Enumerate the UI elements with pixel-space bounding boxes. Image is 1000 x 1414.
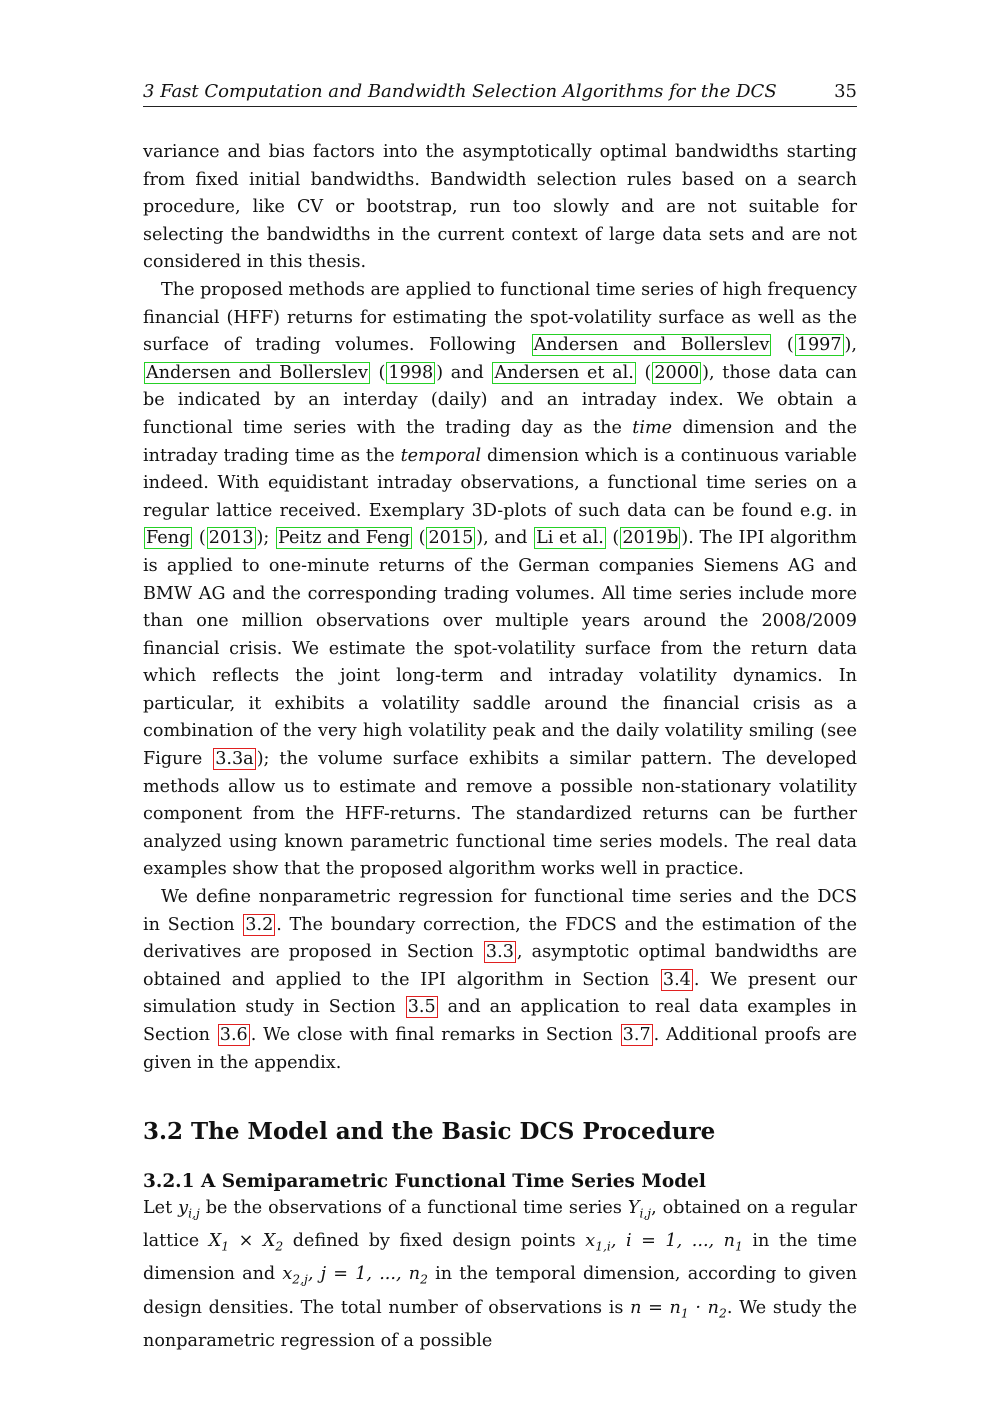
text: . We present our simulation study in Section [143,969,857,1018]
section-ref-3-4[interactable]: 3.4 [662,969,691,990]
math-Y-ij: $Y_{i,j}$ [627,1198,652,1221]
citation-year-2013[interactable]: 2013 [208,528,254,549]
emphasis-temporal: temporal [400,445,482,466]
text: dimension and the intraday trading time as the [143,417,857,466]
section-heading: 3.2 The Model and the Basic DCS Procedure [143,1118,716,1146]
citation-year-2015[interactable]: 2015 [428,528,474,549]
section-ref-3-6[interactable]: 3.6 [219,1025,248,1045]
text: defined by fixed design points [283,1231,586,1252]
citation-andersen-bollerslev-1998[interactable]: Andersen and Bollerslev [146,362,368,383]
section-ref-3-3[interactable]: 3.3 [485,942,514,963]
text: . The boundary correction, the FDCS and the estimation of the derivatives are proposed in Section [143,914,857,963]
math-x1i: $x_{1,i}$, i = 1, ..., $n_1$ [585,1231,743,1254]
text: ), and [476,528,534,549]
paragraph-3 [143,884,857,1077]
subsection-heading: 3.2.1 A Semiparametric Functional Time Series Model [143,1171,706,1193]
math-y-ij: $y_{i,j}$ [178,1198,200,1221]
text: ), those data can be indicated by an interday (daily) and an intraday index. We obtain a functional time series with the trading day as the [143,362,857,438]
text: Let [143,1198,179,1219]
text: The proposed methods are applied to functional time series of high frequency financial (HFF) returns for estimating the spot-volatility surface as well as the surface of trading volumes. Following [143,279,857,356]
chapter-title: 3 Fast Computation and Bandwidth Selection Algorithms for the DCS [143,81,777,102]
text: . We close with final remarks in Section [250,1025,620,1045]
emphasis-time: time [632,417,673,438]
text: . Additional proofs are given in the appendix. [143,1025,857,1073]
math-lattice: $X_1 \times X_2$ [208,1231,284,1254]
citation-year-2019b[interactable]: 2019b [622,528,679,549]
section-ref-3-2[interactable]: 3.2 [245,914,274,935]
text: We define nonparametric regression for functional time series and the DCS in Section [143,887,857,935]
text: in the temporal dimension, according to given design densities. The total number of observations is [143,1264,857,1318]
paragraph-4 [143,1195,857,1355]
text: , asymptotic optimal bandwidths are obtained and applied to the IPI algorithm in Section [143,942,858,990]
citation-andersen-et-al[interactable]: Andersen et al. [494,362,634,383]
text: . We study the nonparametric regression of a possible [143,1297,858,1351]
page [143,80,857,1355]
citation-feng[interactable]: Feng [146,528,191,549]
text: ). The IPI algorithm is applied to one-minute returns of the German companies Siemens AG and BMW AG and the corresponding trading volumes. All time series include more than one million observations over multiple years around the 2008/2009 financial crisis. We estimate the spot-volatility surface from the return data which reflects the joint long-term and intraday volatility dynamics. In particular, it exhibits a volatility saddle around the financial crisis as a combination of the very high volatility peak and the daily volatility smiling (see Figure [143,528,857,770]
citation-year-1998[interactable]: 1998 [388,362,434,383]
running-header [143,80,857,107]
citation-peitz-feng[interactable]: Peitz and Feng [277,528,410,549]
paragraph-1: variance and bias factors into the asymptotically optimal bandwidths starting from fixed initial bandwidths. Bandwidth selection rules based on a search procedure, like CV or bootstrap, run too slowly and are not suitable for selecting the bandwidths in the current context of large data sets and are not considered in this thesis. [143,142,857,273]
paragraph-2: The proposed methods are applied to functional time series of high frequency financial (HFF) returns for estimating the spot-volatility surface as well as the surface of trading volumes. Following Andersen and Bollerslev ( 1997 ), Andersen and Bollerslev ( 1998 ) and Andersen et al. ( 2000 ), those data can be indicated by an interday (daily) and an intraday index. We obtain a functional time series with the trading day as the time dimension and the intraday trading time as the temporal dimension which is a continuous variable indeed. With equidistant intraday observations, a functional time series on a regular lattice received. Exemplary 3D-plots of such data can be found e.g. in Feng ( 2013 ); Peitz and Feng ( 2015 ), and Li et al. ( 2019b ). The IPI algorithm is applied to one-minute returns of the German companies Siemens AG and BMW AG and the corresponding trading volumes. All time series include more than one million observations over multiple years around the 2008/2009 financial crisis. We estimate the spot-volatility surface from the return data which reflects the joint long-term and intraday volatility dynamics. In particular, it exhibits a volatility saddle around the financial crisis as a combination of the very high volatility peak and the daily volatility smiling (see Figure 3.3a ); the volume surface exhibits a similar pattern. The developed methods allow us to estimate and remove a possible non-stationary volatility component from the HFF-returns. The standardized returns can be further analyzed using known parametric functional time series models. The real data examples show that the proposed algorithm works well in practice. [143,279,857,880]
text: in the time dimension and [143,1231,858,1285]
section-ref-3-7[interactable]: 3.7 [622,1025,651,1045]
citation-li-et-al[interactable]: Li et al. [536,528,604,549]
figure-ref-3-3a[interactable]: 3.3a [215,749,254,770]
body-text [143,139,857,1355]
page-number: 35 [834,81,857,102]
text: ); the volume surface exhibits a similar pattern. The developed methods allow us to estimate and remove a possible non-stationary volatility component from the HFF-returns. The standardized returns can be further analyzed using known parametric functional time series models. The real data examples show that the proposed algorithm works well in practice. [143,749,857,880]
math-x2j: $x_{2,j}$, j = 1, ..., $n_2$ [282,1264,428,1287]
citation-year-2000[interactable]: 2000 [654,362,700,383]
math-n: $n = n_1 \cdot n_2$ [630,1297,727,1321]
citation-andersen-bollerslev-1997[interactable]: Andersen and Bollerslev [533,335,770,356]
text: be the observations of a functional time series [199,1198,628,1219]
text: and an application to real data examples in Section [143,997,857,1045]
text: dimension which is a continuous variable indeed. With equidistant intraday observations, a functional time series on a regular lattice received. Exemplary 3D-plots of such data can be found e.g. in [143,445,857,521]
text: and [443,362,492,383]
text: , obtained on a regular lattice [143,1198,857,1252]
citation-year-1997[interactable]: 1997 [796,335,842,356]
section-ref-3-5[interactable]: 3.5 [407,997,436,1018]
